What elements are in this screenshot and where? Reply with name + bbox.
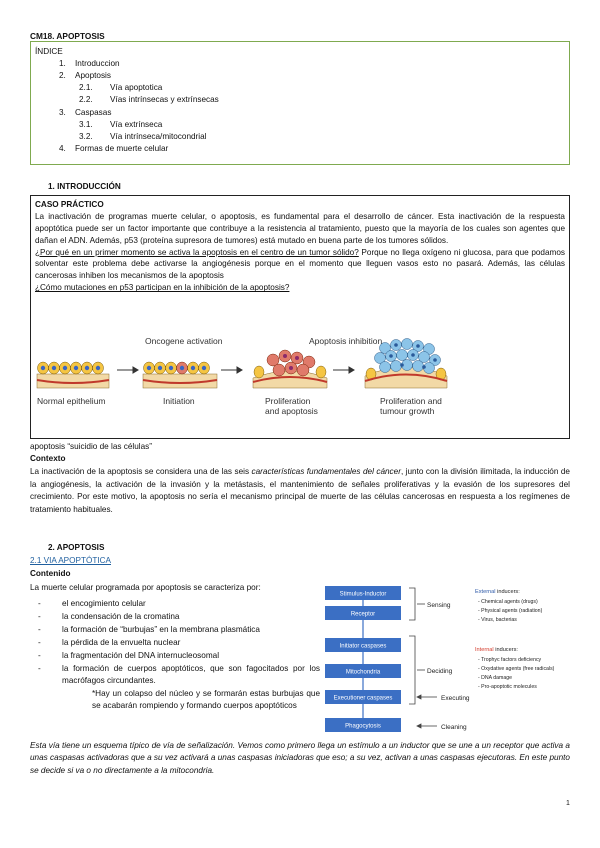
toc-item-number: 4. [59, 144, 66, 154]
list-item: - la pérdida de la envuelta nuclear [38, 638, 181, 647]
toc-item-text: Vía extrínseca [110, 119, 163, 129]
context-text-1: La inactivación de la apoptosis se considera una de las seis [30, 467, 252, 476]
toc-item-text: Vías intrínsecas y extrínsecas [110, 95, 219, 105]
context-heading: Contexto [30, 454, 66, 463]
case-question-1-block [35, 247, 565, 283]
toc-item [35, 143, 565, 155]
list-item-text: la fragmentación del DNA internucleosomal [62, 651, 220, 660]
list-item-text: la formación de cuerpos apoptóticos, que son fagocitados por los macrófagos circundantes. [62, 664, 320, 685]
label-apoptosis-inhibition: Apoptosis inhibition [309, 336, 383, 346]
toc-item-text: Vía intrínseca/mitocondrial [110, 132, 207, 142]
context-text-2: , junto con la división ilimitada, la inducción de la angiogénesis, la activación de la invasión y la metástasis, el mantenimiento de señales proliferativas y la evasión de los supresores del crecimiento. Por este motivo, la apoptosis no sería el mecanismo principal de muerte de las células cancerosas en respuesta a los regímenes de tratamiento habituales. [30, 467, 570, 515]
case-study-box [30, 195, 570, 439]
list-item-text: la condensación de la cromatina [62, 612, 180, 621]
toc-item [35, 131, 565, 143]
label-normal-epithelium: Normal epithelium [37, 396, 106, 406]
inducer-item: - Chemical agents (drugs) [478, 599, 538, 605]
inducer-item: - DNA damage [478, 675, 513, 681]
toc-item-text: Caspasas [75, 107, 112, 117]
case-answer-1: Porque no llega oxígeno ni glucosa, para que podamos solventar este problema debe activarse la angiogénesis porque en el momento que lleguen vasos esto no pasará. Además, las células cancerosas inhiben los mecanismos de la apoptosis [35, 247, 565, 281]
phase-deciding: Deciding [427, 668, 453, 675]
phase-sensing: Sensing [427, 602, 451, 609]
toc-item-text: Vía apoptotica [110, 83, 163, 93]
inducer-item: - Virus, bacterias [478, 617, 517, 623]
list-item: - la formación de “burbujas” en la membrana plasmática [38, 625, 260, 634]
label-tumour-growth: Proliferation and tumour growth [380, 396, 442, 416]
list-item-text: la formación de “burbujas” en la membrana plasmática [62, 625, 260, 634]
content-heading: Contenido [30, 569, 71, 578]
inducer-item: - Trophyc factors deficiency [478, 657, 542, 663]
list-item: - el encogimiento celular [38, 599, 146, 608]
toc-item-number: 2.1. [79, 83, 93, 93]
inducer-item: - Pro-apoptotic molecules [478, 684, 537, 690]
toc-item-number: 3.1. [79, 119, 93, 129]
toc-item-number: 2. [59, 71, 66, 81]
toc-item [35, 70, 565, 82]
pathway-box-label: Stimulus-Inductor [339, 591, 387, 598]
pathway-box-label: Executioner caspases [333, 695, 393, 702]
list-item: - la fragmentación del DNA internucleosomal [38, 651, 220, 660]
pathway-box-label: Mitochondria [345, 669, 381, 676]
toc-item-text: Introduccion [75, 58, 120, 68]
inducer-item: - Physical agents (radiation) [478, 608, 543, 614]
label-proliferation-apoptosis: Proliferation and apoptosis [265, 396, 318, 416]
pathway-box-label: Initiator caspases [339, 643, 387, 650]
apoptosis-pathway-diagram [325, 584, 575, 740]
toc-item-number: 2.2. [79, 95, 93, 105]
table-of-contents [30, 41, 570, 165]
pathway-explanation: Esta vía tiene un esquema típico de vía de señalización. Vemos como primero llega un estímulo a un inductor que se une a un receptor que activa a unas caspasas activadoras que a su vez activará a unas caspasas iniciadoras que eso; a su vez, activan a unas caspasas ejecutoras. En este punto se decide si va o no directamente a la mitocondria. [30, 741, 570, 775]
toc-item [35, 94, 565, 106]
context-paragraph [30, 466, 570, 517]
inducer-item: - Oxydative agents (free radicals) [478, 666, 555, 672]
case-question-1: ¿Por qué en un primer momento se activa la apoptosis en el centro de un tumor sólido? [35, 247, 359, 257]
internal-inducers-heading: Internal inducers: [475, 647, 518, 653]
pathway-box-label: Phagocytosis [345, 723, 381, 730]
toc-item [35, 107, 565, 119]
external-inducers-heading: External inducers: [475, 589, 520, 595]
context-text-italic: características fundamentales del cáncer [251, 467, 401, 476]
label-oncogene-activation: Oncogene activation [145, 336, 223, 346]
tumour-progression-figure [35, 334, 565, 434]
stage-initiation-illustration [143, 362, 217, 388]
toc-list [35, 58, 565, 156]
apoptosis-intro: La muerte celular programada por apoptosis se caracteriza por: [30, 583, 261, 592]
list-item: - la condensación de la cromatina [38, 612, 180, 621]
pathway-box-label: Receptor [350, 611, 376, 618]
phase-executing: Executing [441, 695, 470, 702]
toc-item [35, 58, 565, 70]
toc-item-number: 3.2. [79, 132, 93, 142]
section-heading-apoptosis: 2. APOPTOSIS [48, 543, 105, 552]
toc-heading: ÍNDICE [35, 47, 63, 56]
toc-item [35, 82, 565, 94]
list-item-text: la pérdida de la envuelta nuclear [62, 638, 181, 647]
case-study-title: CASO PRÁCTICO [35, 200, 104, 209]
phase-cleaning: Cleaning [441, 724, 467, 731]
case-study-paragraph: La inactivación de programas muerte celular, o apoptosis, es fundamental para el desarrollo de cáncer. Esta inactivación de la respuesta apoptótica puede ser un factor importante que contribuye a la resistencia al tratamiento, puesto que la mayoría de los cuales son agentes que dañan el ADN. Además, p53 (proteína supresora de tumores) está mutado en buena parte de los tumores sólidos. [35, 211, 565, 245]
toc-item-number: 1. [59, 58, 66, 68]
apoptosis-definition: apoptosis “suicidio de las células” [30, 442, 152, 451]
toc-item-text: Formas de muerte celular [75, 144, 169, 154]
page-number: 1 [566, 800, 570, 807]
toc-item-text: Apoptosis [75, 71, 111, 81]
stage-proliferation-apoptosis-illustration [253, 350, 327, 388]
toc-item [35, 119, 565, 131]
stage-normal-epithelium-illustration [37, 362, 109, 388]
case-question-2: ¿Cómo mutaciones en p53 participan en la inhibición de la apoptosis? [35, 283, 290, 293]
document-title: CM18. APOPTOSIS [30, 31, 105, 41]
label-initiation: Initiation [163, 396, 195, 406]
apoptosis-note: *Hay un colapso del núcleo y se formarán estas burbujas que se acabarán rompiendo y formando cuerpos apoptóticos [92, 688, 320, 710]
apoptosis-features-list [30, 598, 320, 712]
section-heading-introduction: 1. INTRODUCCIÓN [48, 182, 121, 191]
toc-item-number: 3. [59, 107, 66, 117]
list-item-text: el encogimiento celular [62, 599, 146, 608]
list-item: - la formación de cuerpos apoptóticos, que son fagocitados por los macrófagos circundantes. [38, 664, 320, 685]
subsection-via-apoptotica: 2.1 VIA APOPTÓTICA [30, 556, 111, 565]
